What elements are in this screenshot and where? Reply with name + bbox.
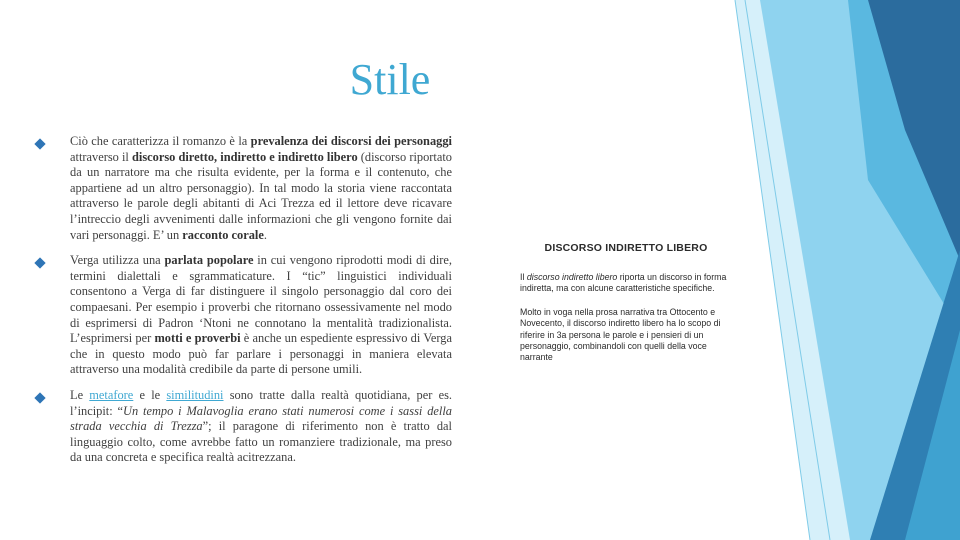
diamond-bullet-icon [34, 138, 45, 149]
side-panel-title: DISCORSO INDIRETTO LIBERO [544, 242, 708, 254]
inline-link[interactable]: similitudini [166, 387, 224, 402]
page-title: Stile [349, 55, 431, 104]
text-run: Le [70, 387, 90, 402]
text-run: (discorso riportato da un narratore ma che risulta evidente, per la forma e il contenuto, che appartiene ad un altro personaggio). In tal modo la storia viene raccontata attraverso le parole degli abitanti di Aci Trezza ed il lettore deve ricavare l’intreccio degli avvenimenti dalle informazioni che gli vengono fornite dai vari personaggi. E’ un [70, 149, 452, 242]
side-panel [520, 242, 732, 376]
bold-text: discorso diretto, indiretto e indiretto libero [131, 149, 358, 164]
bullet-item [36, 134, 452, 243]
side-para1-suffix: riporta un discorso in forma indiretta, ma con alcune caratteristiche specifiche. [520, 272, 727, 294]
bold-text: racconto corale [182, 227, 264, 242]
side-panel-paragraph-2: Molto in voga nella prosa narrativa tra Ottocento e Novecento, il discorso indiretto libero ha lo scopo di riferire in 3a persona le parole e i pensieri di un personaggio, combinandoli con quelli della voce narrante [520, 306, 721, 363]
text-run: sono tratte dalla realtà quotidiana, per es. l’incipit: “ [70, 387, 452, 418]
text-run: ”; il paragone di riferimento non è tratto dal linguaggio colto, come avrebbe fatto un romanziere tradizionale, ma preso da una concreta e specifica realtà acitrezzana. [70, 419, 452, 465]
text-run: Ciò che caratterizza il romanzo è la [70, 134, 251, 148]
text-run: attraverso il [70, 149, 132, 164]
text-run: in cui vengono riprodotti modi di dire, termini dialettali e sgrammaticature. I “tic” linguistici individuali consentono a Verga di far distinguere il singolo personaggio dal coro dei compaesani. Per esempio i proverbi che ritornano ossessivamente nel modo di esprimersi di Padron ‘Ntoni ne connotano la mentalità tradizionalista. L’esprimersi per [70, 253, 452, 346]
text-run: e le [133, 387, 167, 402]
diamond-bullet-icon [34, 257, 45, 268]
inline-link[interactable]: metafore [89, 387, 134, 402]
bullet-text [70, 134, 452, 243]
side-para1-italic: discorso indiretto libero [526, 272, 618, 282]
side-para1-prefix: Il [520, 272, 527, 282]
italic-text: Un tempo i Malavoglia erano stati numerosi come i sassi della strada vecchia di Trezza [70, 403, 452, 434]
bullet-item [36, 388, 452, 466]
bold-text: motti e proverbi [154, 331, 241, 346]
bold-text: parlata popolare [164, 253, 254, 268]
bold-text: prevalenza dei discorsi dei personaggi [250, 134, 452, 148]
bullet-list [36, 134, 452, 476]
text-run: è anche un espediente espressivo di Verga che in questo modo può far parlare i personaggi in maniera elevata attraverso una modalità credibile da parte di persone umili. [70, 331, 452, 377]
bullet-text [70, 253, 452, 378]
side-panel-paragraph-1 [520, 272, 732, 295]
diamond-bullet-icon [34, 392, 45, 403]
bullet-item [36, 253, 452, 378]
text-run: Verga utilizza una [70, 253, 165, 268]
text-run: . [263, 227, 267, 242]
bullet-text [70, 388, 452, 466]
